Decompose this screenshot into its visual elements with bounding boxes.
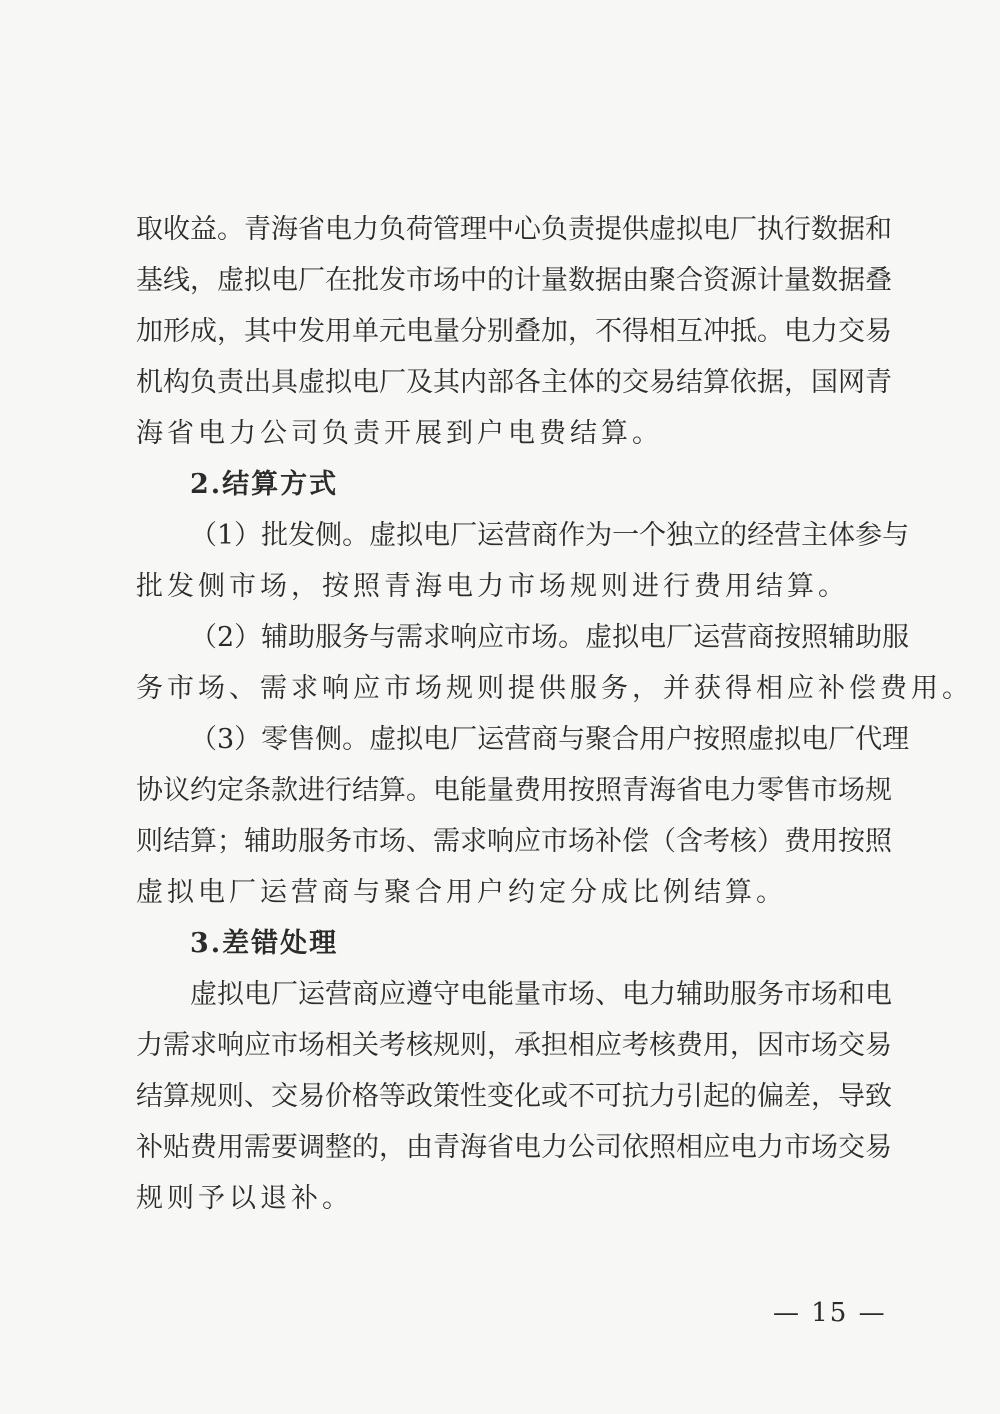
text-line: 则结算；辅助服务市场、需求响应市场补偿（含考核）费用按照 — [136, 826, 892, 857]
text-line: （1）批发侧。虚拟电厂运营商作为一个独立的经营主体参与 — [190, 520, 910, 551]
text-line: 补贴费用需要调整的，由青海省电力公司依照相应电力市场交易 — [136, 1132, 892, 1163]
text-line: 取收益。青海省电力负荷管理中心负责提供虚拟电厂执行数据和 — [136, 214, 892, 245]
text-line: 机构负责出具虚拟电厂及其内部各主体的交易结算依据，国网青 — [136, 367, 892, 398]
text-line: 结算规则、交易价格等政策性变化或不可抗力引起的偏差，导致 — [136, 1081, 892, 1112]
text-line: 批发侧市场，按照青海电力市场规则进行费用结算。 — [136, 571, 849, 602]
document-body — [136, 204, 973, 1224]
text-line: 虚拟电厂运营商与聚合用户约定分成比例结算。 — [136, 877, 787, 908]
text-line: 规则予以退补。 — [136, 1183, 353, 1214]
text-line: 加形成，其中发用单元电量分别叠加，不得相互冲抵。电力交易 — [136, 316, 892, 347]
paragraph — [136, 204, 892, 459]
list-item — [136, 510, 910, 612]
text-line: 海省电力公司负责开展到户电费结算。 — [136, 418, 663, 449]
text-line: 务市场、需求响应市场规则提供服务，并获得相应补偿费用。 — [136, 673, 973, 704]
text-line: 力需求响应市场相关考核规则，承担相应考核费用，因市场交易 — [136, 1030, 892, 1061]
page-number: — 15 — — [773, 1298, 887, 1328]
section-heading: 2.结算方式 — [190, 469, 339, 500]
text-line: （2）辅助服务与需求响应市场。虚拟电厂运营商按照辅助服 — [190, 622, 910, 653]
text-line: 虚拟电厂运营商应遵守电能量市场、电力辅助服务市场和电 — [190, 979, 892, 1010]
list-item — [136, 612, 973, 714]
section-heading: 3.差错处理 — [190, 928, 339, 959]
text-line: 协议约定条款进行结算。电能量费用按照青海省电力零售市场规 — [136, 775, 892, 806]
list-item — [136, 714, 910, 918]
paragraph — [136, 969, 892, 1224]
text-line: 基线，虚拟电厂在批发市场中的计量数据由聚合资源计量数据叠 — [136, 265, 892, 296]
text-line: （3）零售侧。虚拟电厂运营商与聚合用户按照虚拟电厂代理 — [190, 724, 910, 755]
